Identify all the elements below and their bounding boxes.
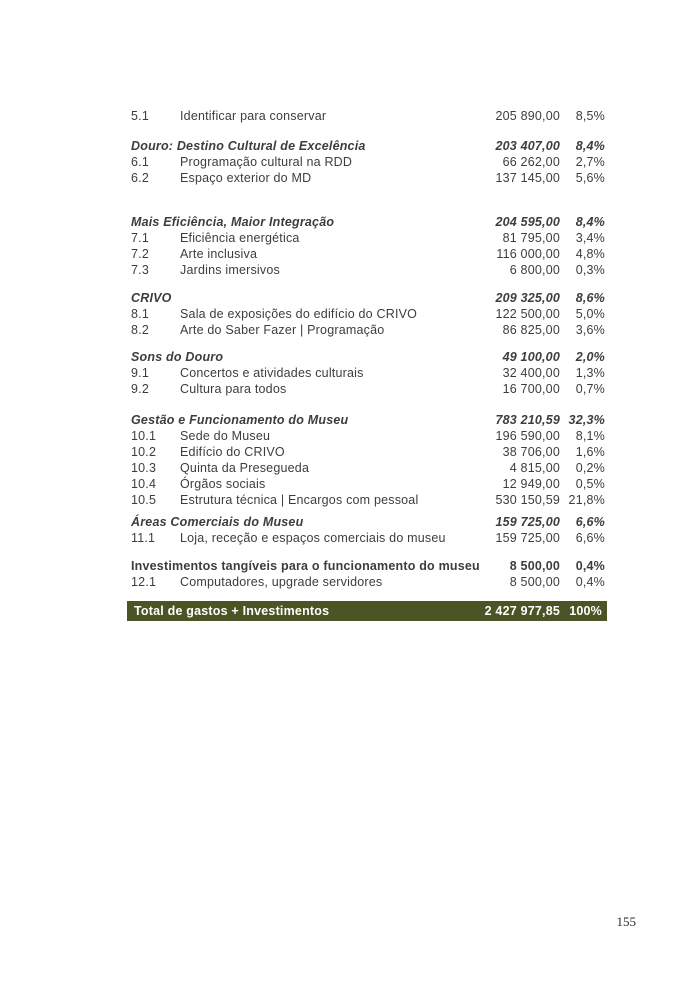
table-row <box>127 108 607 124</box>
row-percent: 0,5% <box>575 477 605 491</box>
table-row <box>127 574 607 590</box>
row-percent: 4,8% <box>575 247 605 261</box>
row-number: 11.1 <box>131 531 156 545</box>
row-value: 38 706,00 <box>502 445 560 459</box>
section-heading-label: Sons do Douro <box>131 350 224 364</box>
row-number: 10.2 <box>131 445 157 459</box>
row-label: Arte do Saber Fazer | Programação <box>180 323 385 337</box>
row-percent: 0,2% <box>575 461 605 475</box>
table-section <box>127 349 607 397</box>
section-heading-percent: 0,4% <box>575 559 605 573</box>
row-percent: 2,7% <box>575 155 605 169</box>
section-heading-row <box>127 412 607 428</box>
table-row <box>127 381 607 397</box>
row-label: Computadores, upgrade servidores <box>180 575 383 589</box>
total-label: Total de gastos + Investimentos <box>134 604 330 618</box>
section-heading-percent: 8,4% <box>575 139 605 153</box>
row-percent: 1,3% <box>575 366 605 380</box>
row-label: Loja, receção e espaços comerciais do museu <box>180 531 446 545</box>
row-value: 81 795,00 <box>502 231 560 245</box>
row-value: 205 890,00 <box>495 109 560 123</box>
table-row <box>127 170 607 186</box>
section-heading-row <box>127 558 607 574</box>
row-value: 8 500,00 <box>509 575 560 589</box>
row-value: 530 150,59 <box>495 493 560 507</box>
section-heading-label: Áreas Comerciais do Museu <box>131 515 304 529</box>
row-value: 159 725,00 <box>495 531 560 545</box>
section-heading-value: 203 407,00 <box>495 139 560 153</box>
table-row <box>127 365 607 381</box>
row-percent: 3,6% <box>575 323 605 337</box>
row-percent: 1,6% <box>575 445 605 459</box>
row-percent: 0,3% <box>575 263 605 277</box>
section-heading-row <box>127 349 607 365</box>
table-section <box>127 558 607 590</box>
table-row <box>127 154 607 170</box>
row-percent: 8,1% <box>575 429 605 443</box>
table-section <box>127 138 607 186</box>
table-row <box>127 476 607 492</box>
table-section <box>127 108 607 124</box>
row-label: Concertos e atividades culturais <box>180 366 364 380</box>
row-number: 10.3 <box>131 461 157 475</box>
row-percent: 3,4% <box>575 231 605 245</box>
table-row <box>127 262 607 278</box>
row-number: 10.1 <box>131 429 157 443</box>
section-heading-percent: 6,6% <box>575 515 605 529</box>
row-label: Arte inclusiva <box>180 247 258 261</box>
table-sections <box>127 108 607 590</box>
row-label: Eficiência energética <box>180 231 300 245</box>
row-number: 8.1 <box>131 307 149 321</box>
section-heading-label: Douro: Destino Cultural de Excelência <box>131 139 366 153</box>
table-section <box>127 514 607 546</box>
row-value: 116 000,00 <box>496 247 560 261</box>
total-percent: 100% <box>569 604 602 618</box>
page-number: 155 <box>616 914 636 929</box>
row-label: Espaço exterior do MD <box>180 171 312 185</box>
row-percent: 5,0% <box>575 307 605 321</box>
row-percent: 6,6% <box>575 531 605 545</box>
row-number: 8.2 <box>131 323 149 337</box>
row-value: 12 949,00 <box>502 477 560 491</box>
section-heading-value: 783 210,59 <box>495 413 560 427</box>
row-value: 32 400,00 <box>502 366 560 380</box>
section-heading-percent: 2,0% <box>575 350 605 364</box>
total-row <box>127 601 607 621</box>
row-number: 7.1 <box>131 231 149 245</box>
row-value: 122 500,00 <box>495 307 560 321</box>
row-number: 7.2 <box>131 247 149 261</box>
section-heading-percent: 8,6% <box>575 291 605 305</box>
table-row <box>127 444 607 460</box>
section-heading-label: CRIVO <box>131 291 172 305</box>
budget-table <box>127 108 607 621</box>
section-heading-value: 159 725,00 <box>495 515 560 529</box>
table-row <box>127 492 607 508</box>
row-label: Quinta da Presegueda <box>180 461 310 475</box>
row-number: 12.1 <box>131 575 157 589</box>
row-label: Órgãos sociais <box>180 477 266 491</box>
row-number: 9.2 <box>131 382 149 396</box>
section-heading-value: 204 595,00 <box>495 215 560 229</box>
table-row <box>127 246 607 262</box>
row-label: Sede do Museu <box>180 429 271 443</box>
row-number: 6.1 <box>131 155 149 169</box>
table-row <box>127 460 607 476</box>
section-heading-value: 209 325,00 <box>495 291 560 305</box>
table-row <box>127 306 607 322</box>
section-heading-row <box>127 138 607 154</box>
section-heading-value: 8 500,00 <box>509 559 560 573</box>
section-heading-label: Investimentos tangíveis para o funcionamento do museu <box>131 559 480 573</box>
section-heading-row <box>127 214 607 230</box>
row-percent: 5,6% <box>575 171 605 185</box>
row-number: 7.3 <box>131 263 149 277</box>
row-value: 4 815,00 <box>509 461 560 475</box>
row-label: Cultura para todos <box>180 382 287 396</box>
row-number: 10.5 <box>131 493 157 507</box>
table-row <box>127 530 607 546</box>
row-value: 196 590,00 <box>495 429 560 443</box>
row-percent: 0,4% <box>575 575 605 589</box>
row-number: 10.4 <box>131 477 157 491</box>
table-section <box>127 412 607 508</box>
table-section <box>127 214 607 278</box>
row-value: 137 145,00 <box>495 171 560 185</box>
section-heading-row <box>127 290 607 306</box>
total-value: 2 427 977,85 <box>484 604 560 618</box>
row-percent: 8,5% <box>575 109 605 123</box>
row-percent: 0,7% <box>575 382 605 396</box>
section-heading-percent: 32,3% <box>568 413 605 427</box>
section-heading-label: Gestão e Funcionamento do Museu <box>131 413 349 427</box>
row-percent: 21,8% <box>568 493 605 507</box>
section-heading-value: 49 100,00 <box>502 350 560 364</box>
row-number: 9.1 <box>131 366 149 380</box>
row-number: 6.2 <box>131 171 149 185</box>
section-heading-row <box>127 514 607 530</box>
table-row <box>127 230 607 246</box>
row-label: Programação cultural na RDD <box>180 155 353 169</box>
row-value: 66 262,00 <box>502 155 560 169</box>
row-label: Edifício do CRIVO <box>180 445 285 459</box>
table-row <box>127 322 607 338</box>
row-label: Identificar para conservar <box>180 109 327 123</box>
table-section <box>127 290 607 338</box>
table-row <box>127 428 607 444</box>
row-value: 6 800,00 <box>509 263 560 277</box>
section-heading-percent: 8,4% <box>575 215 605 229</box>
row-value: 86 825,00 <box>502 323 560 337</box>
section-heading-label: Mais Eficiência, Maior Integração <box>131 215 335 229</box>
row-label: Jardins imersivos <box>180 263 280 277</box>
row-label: Estrutura técnica | Encargos com pessoal <box>180 493 419 507</box>
row-label: Sala de exposições do edifício do CRIVO <box>180 307 418 321</box>
row-number: 5.1 <box>131 109 149 123</box>
row-value: 16 700,00 <box>502 382 560 396</box>
